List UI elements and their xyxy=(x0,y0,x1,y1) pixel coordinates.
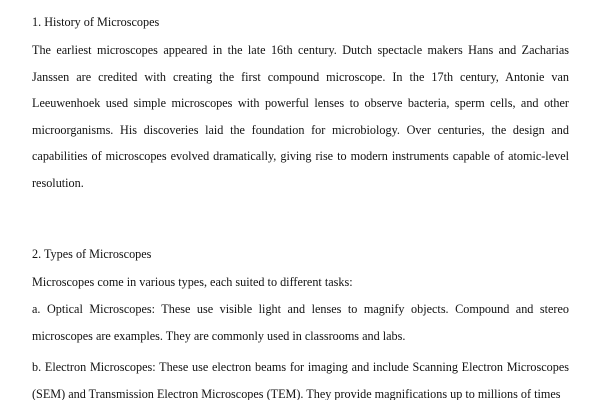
section-heading-types: 2. Types of Microscopes xyxy=(32,247,152,261)
list-item-electron: b. Electron Microscopes: These use electron beams for imaging and include Scanning Electron Microscopes (SEM) and Transmission Electron Microscopes (TEM). They provide magnifications up to millions of times xyxy=(32,360,569,400)
history-paragraph: The earliest microscopes appeared in the late 16th century. Dutch spectacle makers Hans and Zacharias Janssen are credited with creating the first compound microscope. In the 17th century, Antonie van Leeuwenhoek used simple microscopes with powerful lenses to observe bacteria, sperm cells, and other microorganisms. His discoveries laid the foundation for microbiology. Over centuries, the design and capabilities of microscopes evolved dramatically, giving rise to modern instruments capable of atomic-level resolution. xyxy=(32,43,569,190)
list-item-optical: a. Optical Microscopes: These use visible light and lenses to magnify objects. Compound and stereo microscopes are examples. They are commonly used in classrooms and labs. xyxy=(32,302,569,343)
section-heading-history: 1. History of Microscopes xyxy=(32,15,160,29)
types-intro: Microscopes come in various types, each suited to different tasks: xyxy=(32,275,353,289)
